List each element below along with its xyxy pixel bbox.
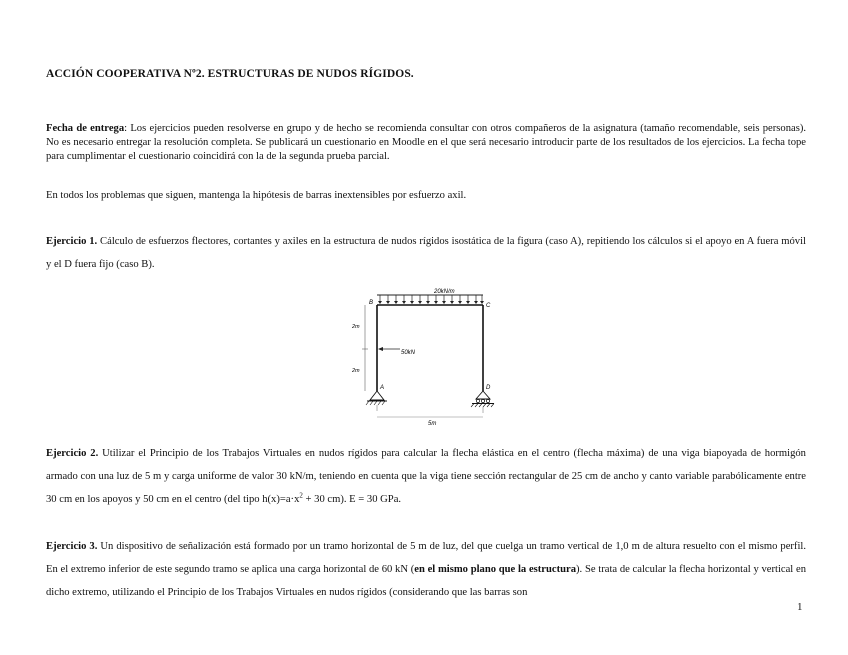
dimension-bottom-label: 2m <box>352 368 360 374</box>
dimension-top-label: 2m <box>352 324 360 330</box>
delivery-paragraph <box>46 122 806 164</box>
support-a <box>366 391 387 411</box>
exercise1-paragraph <box>46 230 806 276</box>
page-title: ACCIÓN COOPERATIVA Nº2. ESTRUCTURAS DE NUDOS RÍGIDOS. <box>46 68 414 80</box>
page-number: 1 <box>797 601 803 613</box>
exercise3-text-b: ). Se trata de calcular la flecha horizontal y vertical en dicho extremo, utilizando el Principio de los Trabajos Virtuales en nudos rígidos (considerando que las barras son <box>46 564 806 598</box>
delivery-label: Fecha de entrega <box>46 123 125 134</box>
point-load-label: 50kN <box>401 350 416 356</box>
exercise2-label: Ejercicio 2. <box>46 448 99 459</box>
exercise2-text-b: + 30 cm). E = 30 GPa. <box>302 494 402 505</box>
exercise3-paragraph <box>46 535 806 604</box>
delivery-text: : Los ejercicios pueden resolverse en grupo y de hecho se recomienda consultar con otros compañeros de la asignatura (tamaño recomendable, seis personas). No es necesario entregar la resolución completa. Se publicará un cuestionario en Moodle en el que será necesario introducir parte de los resultados de los ejercicios. La fecha tope para cumplimentar el cuestionario coincidirá con la de la segunda prueba parcial. <box>46 123 806 162</box>
node-a-label: A <box>380 385 385 391</box>
exercise1-text: Cálculo de esfuerzos flectores, cortantes y axiles en la estructura de nudos rígidos isostática de la figura (caso A), repitiendo los cálculos si el apoyo en A fuera móvil y el D fuera fijo (caso B). <box>46 236 806 270</box>
exercise3-text-a: Un dispositivo de señalización está formado por un tramo horizontal de 5 m de luz, del que cuelga un tramo vertical de 1,0 m de altura resuelto con el mismo perfil. En el extremo inferior de este segundo tramo se aplica una carga horizontal de 60 kN ( <box>46 541 806 575</box>
exercise3-label: Ejercicio 3. <box>46 541 98 552</box>
node-c-label: C <box>486 303 491 309</box>
support-d <box>471 391 494 413</box>
exercise2-paragraph <box>46 442 806 511</box>
node-d-label: D <box>486 385 491 391</box>
exercise1-label: Ejercicio 1. <box>46 236 98 247</box>
span-label: 5m <box>428 421 437 427</box>
load-label: 20kN/m <box>434 289 455 295</box>
exercise2-text-a: Utilizar el Principio de los Trabajos Virtuales en nudos rígidos para calcular la flecha elástica en el centro (flecha máxima) de una viga biapoyada de hormigón armado con una luz de 5 m y carga uniforme de valor 30 kN/m, teniendo en cuenta que la viga tiene sección rectangular de 25 cm de ancho y canto variable parabólicamente entre 30 cm en los apoyos y 50 cm en el centro (del tipo h(x)=a·x <box>46 448 806 505</box>
hypothesis-paragraph: En todos los problemas que siguen, mantenga la hipótesis de barras inextensibles por esfuerzo axil. <box>46 190 467 201</box>
point-load-arrowhead <box>378 347 383 351</box>
exercise3-bold-text: en el mismo plano que la estructura <box>414 564 577 575</box>
exercise2-superscript: 2 <box>299 491 303 500</box>
node-b-label: B <box>369 300 374 306</box>
frame-structure-figure <box>350 283 500 435</box>
distributed-load-arrowheads <box>378 301 484 304</box>
